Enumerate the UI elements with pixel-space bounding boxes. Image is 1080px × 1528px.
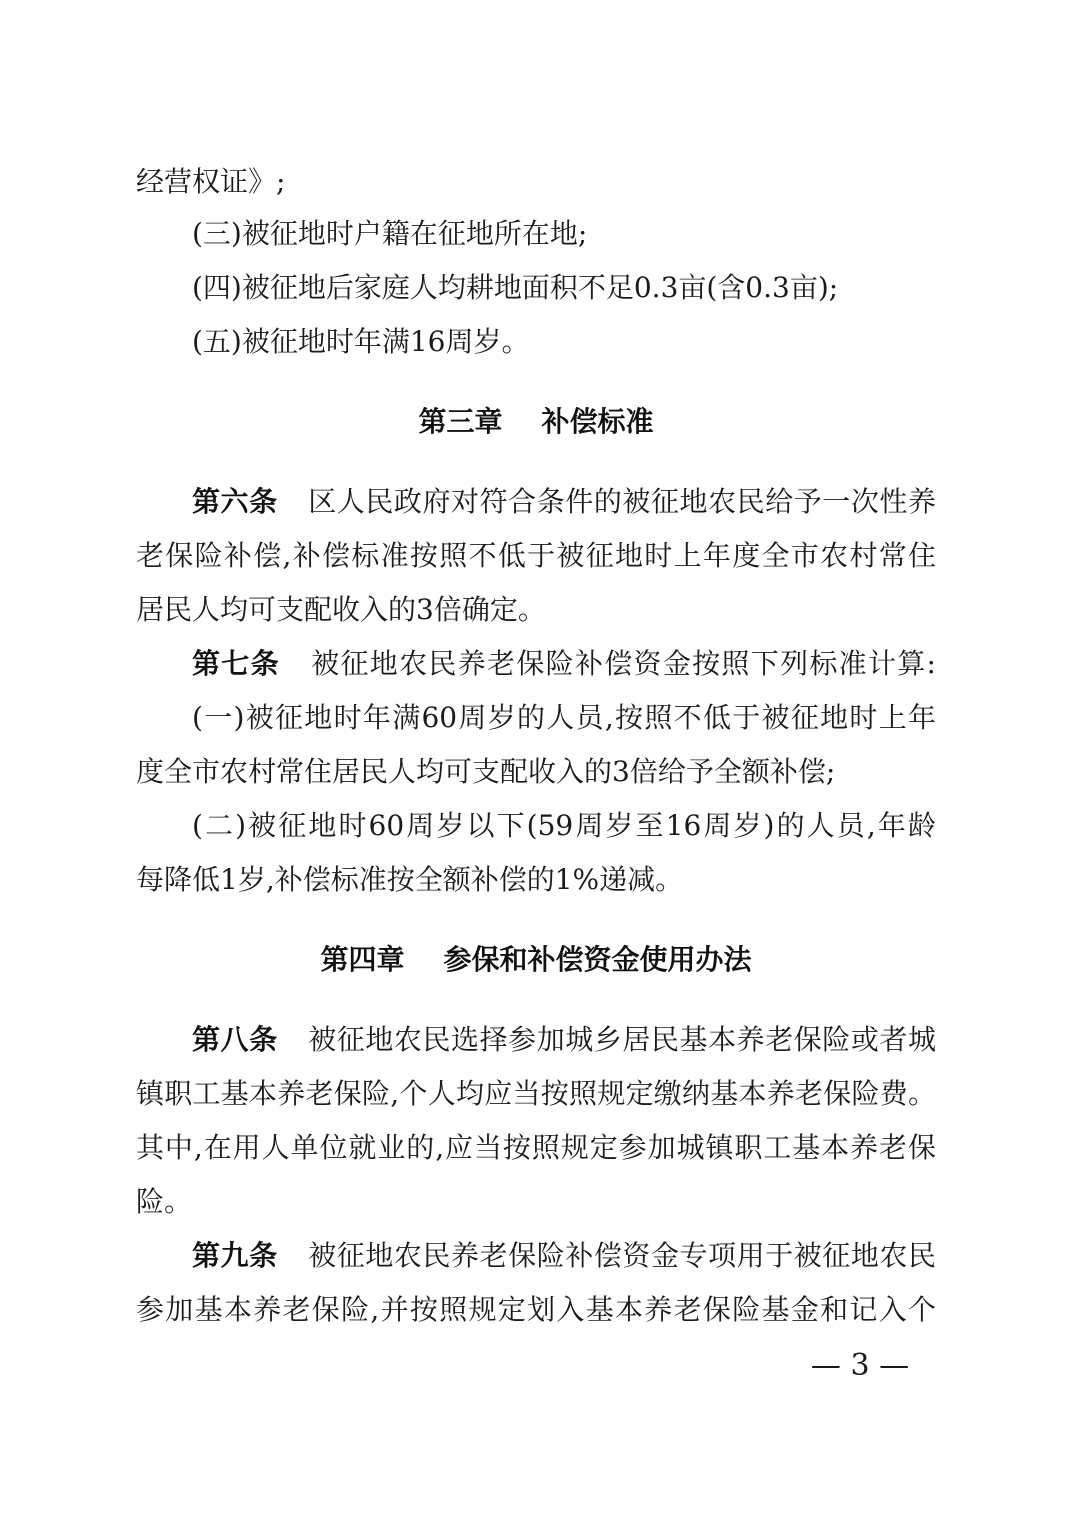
article-9-line-1 [192, 1236, 936, 1276]
article-6-line-3: 居民人均可支配收入的3倍确定。 [136, 593, 546, 626]
article-8-line-3: 其中,在用人单位就业的,应当按照规定参加城镇职工基本养老保 [136, 1131, 936, 1164]
article-9-line-2: 参加基本养老保险,并按照规定划入基本养老保险基金和记入个 [136, 1293, 936, 1326]
article-9-label: 第九条 [192, 1239, 278, 1272]
article-6-line-2: 老保险补偿,补偿标准按照不低于被征地时上年度全市农村常住 [136, 539, 936, 572]
article-7-line-1 [192, 644, 936, 684]
article-7-item-1-line-2: 度全市农村常住居民人均可支配收入的3倍给予全额补偿; [136, 755, 836, 788]
article-6-label: 第六条 [192, 485, 278, 518]
paragraph-line: 经营权证》; [136, 165, 286, 198]
article-7-label: 第七条 [192, 647, 280, 680]
list-item-4: (四)被征地后家庭人均耕地面积不足0.3亩(含0.3亩); [192, 271, 839, 304]
article-7-text: 被征地农民养老保险补偿资金按照下列标准计算: [309, 647, 936, 680]
article-8-line-2: 镇职工基本养老保险,个人均应当按照规定缴纳基本养老保险费。 [136, 1077, 936, 1110]
article-9-text: 被征地农民养老保险补偿资金专项用于被征地农民 [307, 1239, 936, 1272]
article-8-text: 被征地农民选择参加城乡居民基本养老保险或者城 [307, 1023, 936, 1056]
article-6-line-1 [192, 482, 936, 522]
page-number: — 3 — [810, 1348, 910, 1383]
article-8-label: 第八条 [192, 1023, 278, 1056]
article-8-line-1 [192, 1020, 936, 1060]
article-6-text: 区人民政府对符合条件的被征地农民给予一次性养 [307, 485, 936, 518]
chapter-4-heading: 第四章 参保和补偿资金使用办法 [320, 943, 752, 976]
article-8-line-4: 险。 [136, 1185, 193, 1218]
article-7-item-2-line-2: 每降低1岁,补偿标准按全额补偿的1%递减。 [136, 863, 684, 896]
article-7-item-1-line-1: (一)被征地时年满60周岁的人员,按照不低于被征地时上年 [192, 701, 936, 734]
chapter-3-heading: 第三章 补偿标准 [418, 405, 654, 438]
article-7-item-2-line-1: (二)被征地时60周岁以下(59周岁至16周岁)的人员,年龄 [192, 809, 936, 842]
list-item-3: (三)被征地时户籍在征地所在地; [192, 217, 588, 250]
list-item-5: (五)被征地时年满16周岁。 [192, 325, 530, 358]
